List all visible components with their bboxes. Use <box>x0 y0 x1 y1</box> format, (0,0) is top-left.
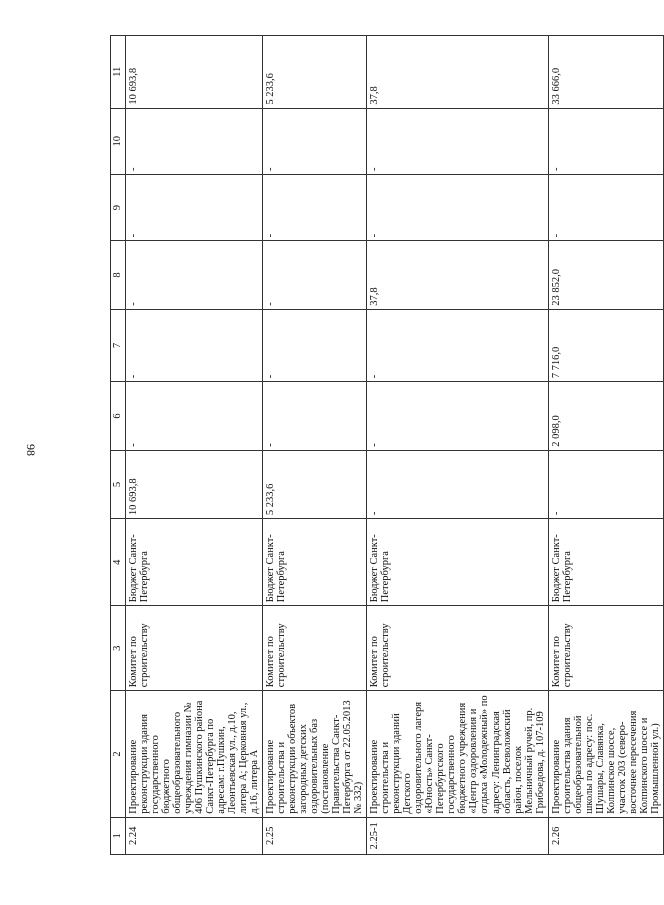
project-name: Проектирование реконструкции здания государственного бюджетного общеобразовательного учреждения гимназии № 406 Пушкинского района Санкт-Петербурга по адресам: г.Пушкин, Леонтьевская ул., д.10, литера А; Церковная ул., д.16, литера А <box>126 691 263 817</box>
budget-table <box>110 35 664 855</box>
responsible-body: Комитет по строительству <box>126 606 263 691</box>
column-header: 3 <box>111 606 126 691</box>
amount-cell: - <box>548 450 663 518</box>
amount-cell: - <box>367 309 548 382</box>
amount-cell: 37,8 <box>367 241 548 309</box>
rotated-table-container <box>110 35 661 855</box>
responsible-body: Комитет по строительству <box>548 606 663 691</box>
amount-cell: - <box>126 382 263 450</box>
project-name: Проектирование строительства и реконструкции объектов загородных детских оздоровительных баз (постановление Правительства Санкт-Петербурга от 22.05.2013 № 332) <box>263 691 367 817</box>
column-header: 1 <box>111 817 126 854</box>
funding-source: Бюджет Санкт-Петербурга <box>548 519 663 606</box>
table-row <box>126 36 263 855</box>
amount-cell: 5 233,6 <box>263 450 367 518</box>
responsible-body: Комитет по строительству <box>263 606 367 691</box>
table-row <box>548 36 663 855</box>
amount-cell: - <box>263 174 367 240</box>
column-header: 9 <box>111 174 126 240</box>
total-cell: 37,8 <box>367 36 548 109</box>
amount-cell: 7 716,0 <box>548 309 663 382</box>
amount-cell: 10 693,8 <box>126 450 263 518</box>
amount-cell: - <box>263 241 367 309</box>
amount-cell: - <box>548 174 663 240</box>
funding-source: Бюджет Санкт-Петербурга <box>126 519 263 606</box>
table-row <box>367 36 548 855</box>
amount-cell: - <box>367 450 548 518</box>
amount-cell: - <box>367 382 548 450</box>
funding-source: Бюджет Санкт-Петербурга <box>367 519 548 606</box>
amount-cell: - <box>548 108 663 174</box>
funding-source: Бюджет Санкт-Петербурга <box>263 519 367 606</box>
total-cell: 5 233,6 <box>263 36 367 109</box>
column-header: 4 <box>111 519 126 606</box>
responsible-body: Комитет по строительству <box>367 606 548 691</box>
row-number: 2.25 <box>263 817 367 854</box>
amount-cell: 2 098,0 <box>548 382 663 450</box>
project-name: Проектирование строительства и реконструкции зданий Детского оздоровительного лагеря «Юность» Санкт-Петербургского государственного бюджетного учреждения «Центр оздоровления и отдыха «Молодежный» по адресу: Ленинградская область, Всеволожский район, поселок Мельничный ручей, пр. Грибоедова, д. 107-109 <box>367 691 548 817</box>
amount-cell: - <box>126 241 263 309</box>
total-cell: 33 666,0 <box>548 36 663 109</box>
amount-cell: 23 852,0 <box>548 241 663 309</box>
column-header: 2 <box>111 691 126 817</box>
column-header: 6 <box>111 382 126 450</box>
amount-cell: - <box>263 382 367 450</box>
column-header: 5 <box>111 450 126 518</box>
column-header: 8 <box>111 241 126 309</box>
column-header: 11 <box>111 36 126 109</box>
amount-cell: - <box>263 108 367 174</box>
amount-cell: - <box>367 174 548 240</box>
page-number: 98 <box>24 444 38 456</box>
amount-cell: - <box>126 174 263 240</box>
row-number: 2.25-1 <box>367 817 548 854</box>
total-cell: 10 693,8 <box>126 36 263 109</box>
row-number: 2.26 <box>548 817 663 854</box>
amount-cell: - <box>126 309 263 382</box>
amount-cell: - <box>367 108 548 174</box>
row-number: 2.24 <box>126 817 263 854</box>
header-row <box>111 36 126 855</box>
project-name: Проектирование строительства здания общеобразовательной школы по адресу: пос. Шушары, Славянка, Колпинское шоссе, участок 203 (северо-восточнее пересечения Колпинского шоссе и Промышленной ул.) <box>548 691 663 817</box>
column-header: 7 <box>111 309 126 382</box>
amount-cell: - <box>263 309 367 382</box>
amount-cell: - <box>126 108 263 174</box>
column-header: 10 <box>111 108 126 174</box>
table-row <box>263 36 367 855</box>
